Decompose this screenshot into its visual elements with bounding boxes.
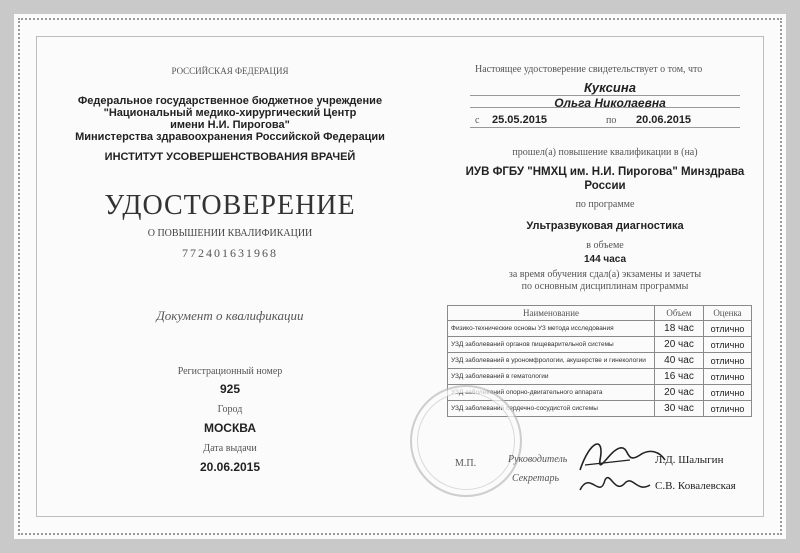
subject-name: УЗД заболеваний в урономфрологии, акушерстве и гинекологии: [448, 353, 655, 369]
program-name: Ультразвуковая диагностика: [526, 220, 684, 232]
training-org-line-1: ИУВ ФГБУ "НМХЦ им. Н.И. Пирогова" Минздрава: [465, 166, 745, 178]
volume-label: в объеме: [586, 240, 624, 251]
org-line-2: "Национальный медико-хирургический Центр: [103, 107, 357, 119]
date-from: 25.05.2015: [492, 114, 548, 126]
subject-name: УЗД заболеваний опорно-двигательного аппарата: [448, 385, 655, 401]
secretary-name: С.В. Ковалевская: [655, 480, 736, 492]
issue-date: 20.06.2015: [199, 460, 261, 474]
org-line-1: Федеральное государственное бюджетное учреждение: [77, 95, 383, 107]
table-header-row: [448, 306, 752, 321]
subject-volume: 16 час: [655, 369, 704, 385]
header-name: Наименование: [448, 306, 655, 321]
header-grade: Оценка: [704, 306, 752, 321]
table-row: [448, 353, 752, 369]
secretary-signature: [575, 465, 655, 505]
holder-name: Ольга Николаевна: [554, 96, 666, 110]
from-label: с: [475, 115, 480, 126]
passed-label: прошел(а) повышение квалификации в (на): [512, 147, 698, 158]
city-value: МОСКВА: [203, 421, 257, 435]
table-row: [448, 369, 752, 385]
head-label: Руководитель: [508, 454, 568, 465]
table-row: [448, 337, 752, 353]
subject-volume: 30 час: [655, 401, 704, 417]
head-name: Л.Д. Шалыгин: [655, 454, 724, 466]
subject-grade: отлично: [704, 369, 752, 385]
registration-label: Регистрационный номер: [177, 366, 283, 377]
federation-label: РОССИЙСКАЯ ФЕДЕРАЦИЯ: [171, 66, 289, 76]
issue-date-label: Дата выдачи: [203, 443, 257, 454]
subject-volume: 40 час: [655, 353, 704, 369]
subject-name: УЗД заболеваний сердечно-сосудистой системы: [448, 401, 655, 417]
subject-name: УЗД заболеваний органов пищеварительной системы: [448, 337, 655, 353]
program-label: по программе: [575, 199, 635, 210]
header-volume: Объем: [655, 306, 704, 321]
seal-mark: М.П.: [455, 458, 477, 469]
subject-name: Физико-технические основы УЗ метода исследования: [448, 321, 655, 337]
document-subtitle: О ПОВЫШЕНИИ КВАЛИФИКАЦИИ: [147, 228, 313, 239]
seal-stamp: [410, 385, 522, 497]
document-title: УДОСТОВЕРЕНИЕ: [104, 190, 356, 221]
org-line-4: Министерства здравоохранения Российской Федерации: [75, 131, 385, 143]
document-type: Документ о квалификации: [156, 308, 304, 323]
registration-number: 925: [219, 382, 241, 396]
city-label: Город: [217, 404, 243, 415]
subject-volume: 20 час: [655, 337, 704, 353]
subject-volume: 18 час: [655, 321, 704, 337]
subject-grade: отлично: [704, 401, 752, 417]
org-line-3: имени Н.И. Пирогова": [170, 119, 290, 131]
subject-grade: отлично: [704, 321, 752, 337]
secretary-label: Секретарь: [512, 473, 560, 484]
subject-name: УЗД заболеваний в гематологии: [448, 369, 655, 385]
exams-line-1: за время обучения сдал(а) экзамены и зачеты: [508, 269, 702, 280]
holder-surname: Куксина: [584, 80, 636, 95]
subject-grade: отлично: [704, 337, 752, 353]
subject-grade: отлично: [704, 385, 752, 401]
training-org-line-2: России: [584, 180, 626, 192]
exams-line-2: по основным дисциплинам программы: [521, 281, 689, 292]
to-label: по: [606, 115, 617, 126]
table-row: [448, 321, 752, 337]
institute-name: ИНСТИТУТ УСОВЕРШЕНСТВОВАНИЯ ВРАЧЕЙ: [104, 151, 356, 163]
date-to: 20.06.2015: [636, 114, 692, 126]
subject-grade: отлично: [704, 353, 752, 369]
subject-volume: 20 час: [655, 385, 704, 401]
certifies-intro: Настоящее удостоверение свидетельствует о том, что: [475, 64, 703, 75]
serial-number: 772401631968: [182, 246, 278, 260]
volume-value: 144 часа: [583, 254, 627, 265]
